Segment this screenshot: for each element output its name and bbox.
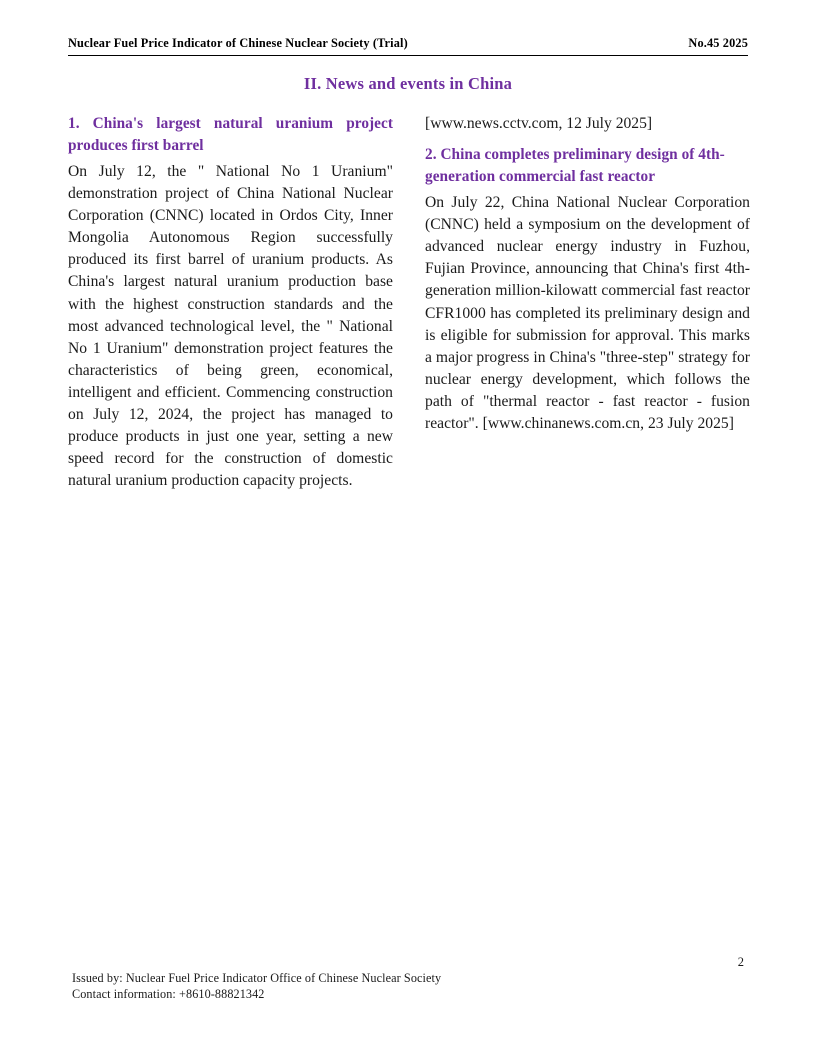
right-column xyxy=(425,113,750,435)
two-column-body xyxy=(68,113,750,492)
running-header xyxy=(68,36,748,56)
header-publication-title: Nuclear Fuel Price Indicator of Chinese Nuclear Society (Trial) xyxy=(68,36,408,50)
article-1-body: On July 12, the " National No 1 Uranium" demonstration project of China National Nuclear Corporation (CNNC) located in Ordos City, Inner Mongolia Autonomous Region successfully produced its first barrel of uranium products. As China's largest natural uranium production base with the highest construction standards and the most advanced technological level, the " National No 1 Uranium" demonstration project features the characteristics of being green, economical, intelligent and efficient. Commencing construction on July 12, 2024, the project has managed to produce products in just one year, setting a new speed record for the construction of domestic natural uranium production capacity projects. xyxy=(68,163,393,490)
page-number: 2 xyxy=(737,955,744,969)
header-issue-number: No.45 2025 xyxy=(688,36,748,50)
footer-contact: Contact information: +8610-88821342 xyxy=(72,986,265,1001)
left-column xyxy=(68,113,393,492)
article-1-heading: 1. China's largest natural uranium project produces first barrel xyxy=(68,115,393,154)
article-1-citation: [www.news.cctv.com, 12 July 2025] xyxy=(425,115,653,132)
article-2-heading: 2. China completes preliminary design of 4th-generation commercial fast reactor xyxy=(425,146,725,185)
article-2-body: On July 22, China National Nuclear Corporation (CNNC) held a symposium on the development of advanced nuclear energy industry in Fuzhou, Fujian Province, announcing that China's first 4th-generation million-kilowatt commercial fast reactor CFR1000 has completed its preliminary design and is eligible for submission for approval. This marks a major progress in China's "three-step" strategy for nuclear energy development, which follows the path of "thermal reactor - fast reactor - fusion reactor". [www.chinanews.com.cn, 23 July 2025] xyxy=(425,194,750,433)
section-title: II. News and events in China xyxy=(303,74,513,93)
page-footer xyxy=(72,971,732,1002)
footer-issued-by: Issued by: Nuclear Fuel Price Indicator Office of Chinese Nuclear Society xyxy=(72,971,442,985)
